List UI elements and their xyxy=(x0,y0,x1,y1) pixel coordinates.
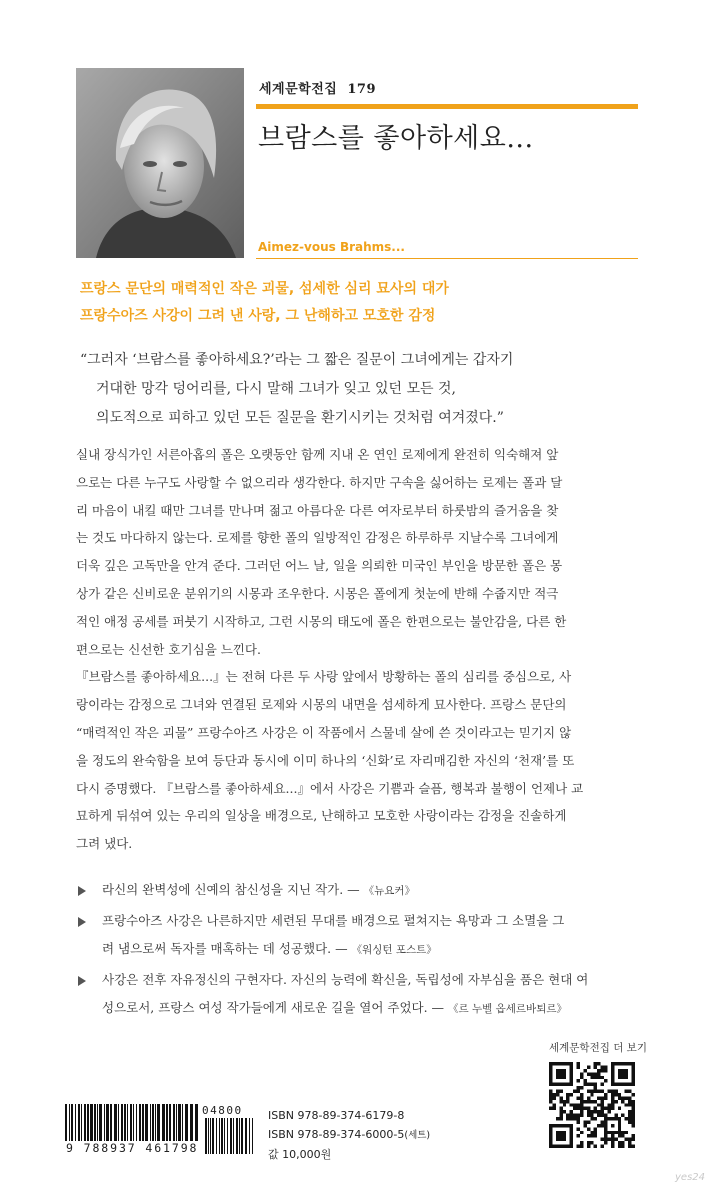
synopsis-line: 을 정도의 완숙함을 보여 등단과 동시에 이미 하나의 ‘신화’로 자리매김한 자신의 ‘천재’를 또 xyxy=(76,752,575,768)
synopsis-line: 다시 증명했다. 『브람스를 좋아하세요...』에서 사강은 기쁨과 슬픔, 행복과 불행이 언제나 교 xyxy=(76,780,584,796)
synopsis-line: 리 마음이 내킬 때만 그녀를 만나며 젊고 아름다운 다른 여자로부터 하룻밤의 즐거움을 찾 xyxy=(76,502,559,518)
synopsis-line: 『브람스를 좋아하세요...』는 전혀 다른 두 사랑 앞에서 방황하는 폴의 심리를 중심으로, 사 xyxy=(76,669,572,685)
quote-line: 거대한 망각 덩어리를, 다시 말해 그녀가 잊고 있던 모든 것, xyxy=(96,381,457,397)
triangle-bullet-icon xyxy=(78,976,86,986)
tagline-line: 프랑스 문단의 매력적인 작은 괴물, 섬세한 심리 묘사의 대가 xyxy=(80,281,449,297)
qr-code[interactable] xyxy=(549,1062,635,1148)
isbn-set-suffix: (세트) xyxy=(404,1130,431,1141)
review-item: 라신의 완벽성에 신예의 참신성을 지닌 작가. — 《뉴요커》 xyxy=(76,876,642,905)
barcode-digits: 9 788937 461798 xyxy=(66,1141,199,1155)
pull-quote xyxy=(80,346,640,433)
review-list xyxy=(76,876,642,1025)
synopsis-line: 편으로는 신선한 호기심을 느낀다. xyxy=(76,641,261,657)
review-source: 《워싱턴 포스트》 xyxy=(351,944,437,956)
isbn-line: ISBN 978-89-374-6000-5 xyxy=(268,1128,405,1141)
series-name: 세계문학전집 xyxy=(259,82,338,97)
series-number: 179 xyxy=(347,82,376,97)
tagline xyxy=(80,276,640,330)
triangle-bullet-icon xyxy=(78,917,86,927)
synopsis-line: 적인 애정 공세를 퍼붓기 시작하고, 그런 시몽의 태도에 폴은 한편으로는 불안감을, 다른 한 xyxy=(76,613,567,629)
accent-rule-bottom xyxy=(256,258,638,259)
quote-line: 의도적으로 피하고 있던 모든 질문을 환기시키는 것처럼 여겨졌다.” xyxy=(96,410,504,426)
synopsis-line: 으로는 다른 누구도 사랑할 수 없으리라 생각한다. 하지만 구속을 싫어하는 로제는 폴과 달 xyxy=(76,474,563,490)
book-title: 브람스를 좋아하세요... xyxy=(258,123,534,154)
review-source: 《뉴요커》 xyxy=(363,885,416,897)
tagline-line: 프랑수아즈 사강이 그려 낸 사랑, 그 난해하고 모호한 감정 xyxy=(80,308,436,324)
barcode-addon-digits: 04800 xyxy=(202,1104,243,1117)
watermark: yes24 xyxy=(675,1172,706,1183)
original-title: Aimez-vous Brahms... xyxy=(258,240,405,254)
synopsis xyxy=(76,441,638,858)
review-item: 프랑수아즈 사강은 나른하지만 세련된 무대를 배경으로 펼쳐지는 욕망과 그 소멸을 그 려 냄으로써 독자를 매혹하는 데 성공했다. — 《워싱턴 포스트》 xyxy=(76,907,642,964)
synopsis-line: 더욱 깊은 고독만을 안겨 준다. 그러던 어느 날, 일을 의뢰한 미국인 부인을 방문한 폴은 몽 xyxy=(76,558,563,574)
quote-line: “그러자 ‘브람스를 좋아하세요?’라는 그 짧은 질문이 그녀에게는 갑자기 xyxy=(80,352,514,368)
author-photo xyxy=(76,68,244,258)
price: 값 10,000원 xyxy=(268,1148,332,1161)
synopsis-line: 랑이라는 감정으로 그녀와 연결된 로제와 시몽의 내면을 섬세하게 묘사한다. 프랑스 문단의 xyxy=(76,697,567,713)
synopsis-line: 실내 장식가인 서른아홉의 폴은 오랫동안 함께 지내 온 연인 로제에게 완전히 익숙해져 앞 xyxy=(76,447,559,462)
isbn-block xyxy=(268,1106,430,1164)
accent-rule-top xyxy=(256,104,638,109)
review-item: 사강은 전후 자유정신의 구현자다. 자신의 능력에 확신을, 독립성에 자부심을 품은 현대 여 성으로서, 프랑스 여성 작가들에게 새로운 길을 열어 주었다. — 《르 누벨 옵세르바퇴르》 xyxy=(76,966,642,1023)
synopsis-line: 상가 같은 신비로운 분위기의 시몽과 조우한다. 시몽은 폴에게 첫눈에 반해 수줍지만 적극 xyxy=(76,585,559,601)
synopsis-line: 그려 냈다. xyxy=(76,836,133,852)
triangle-bullet-icon xyxy=(78,886,86,896)
more-books-label: 세계문학전집 더 보기 xyxy=(549,1042,647,1054)
synopsis-line: 는 것도 마다하지 않는다. 로제를 향한 폴의 일방적인 감정은 하루하루 지날수록 그녀에게 xyxy=(76,530,559,546)
series-label xyxy=(259,78,376,97)
isbn-line: ISBN 978-89-374-6179-8 xyxy=(268,1109,405,1122)
synopsis-line: “매력적인 작은 괴물” 프랑수아즈 사강은 이 작품에서 스물네 살에 쓴 것이라고는 믿기지 않 xyxy=(76,724,572,740)
synopsis-line: 묘하게 뒤섞여 있는 우리의 일상을 배경으로, 난해하고 모호한 사랑이라는 감정을 진솔하게 xyxy=(76,808,567,824)
review-source: 《르 누벨 옵세르바퇴르》 xyxy=(448,1003,567,1015)
